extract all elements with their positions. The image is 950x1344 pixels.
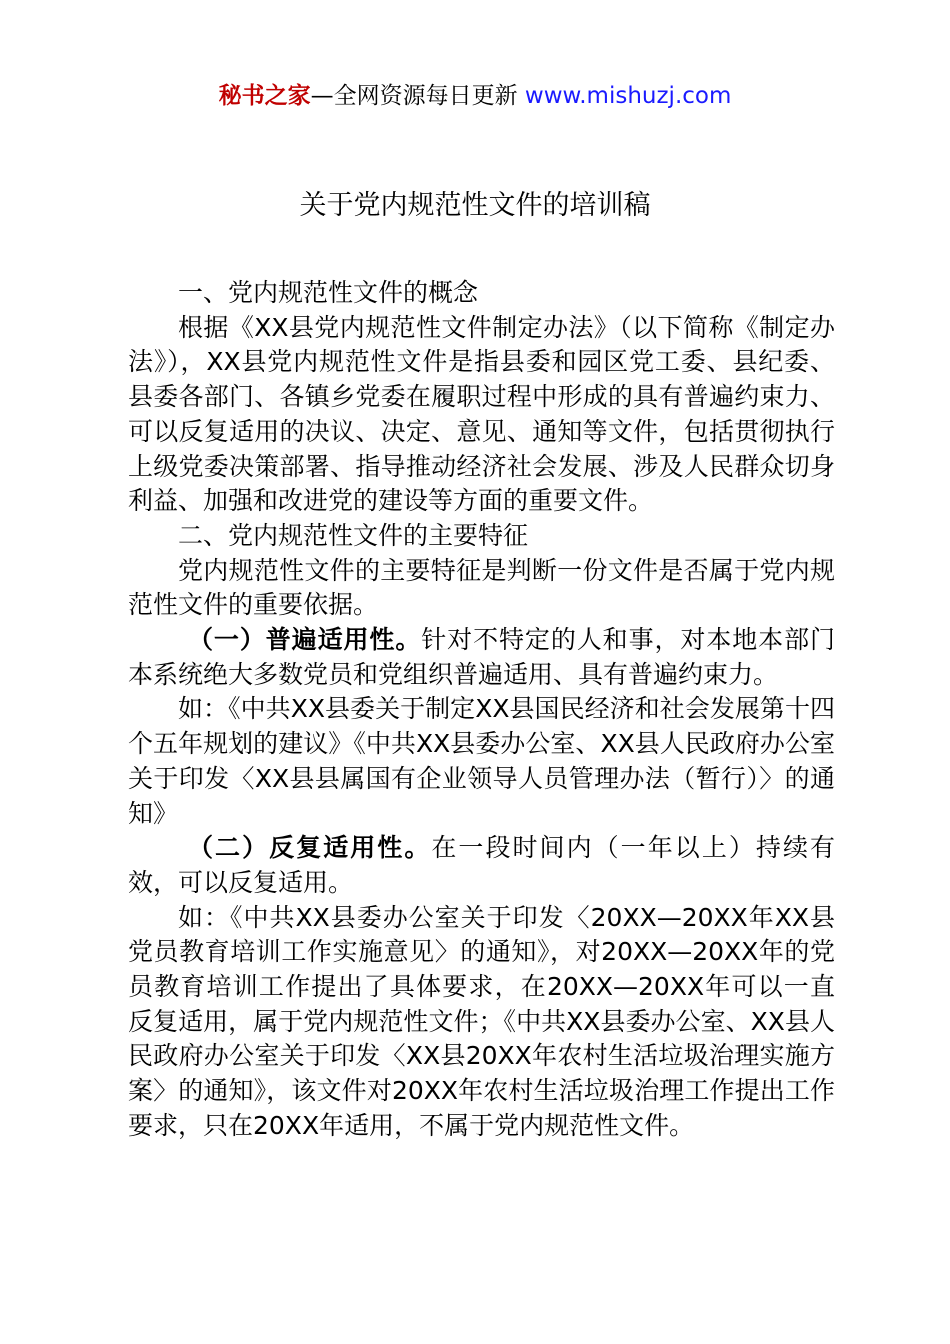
site-url-link[interactable]: www.mishuzj.com [524, 83, 732, 109]
site-brand: 秘书之家 [218, 83, 311, 109]
section2-intro-paragraph: 党内规范性文件的主要特征是判断一份文件是否属于党内规范性文件的重要依据。 [128, 555, 835, 620]
section1-paragraph: 根据《XX县党内规范性文件制定办法》（以下简称《制定办法》），XX县党内规范性文件是指县委和园区党工委、县纪委、县委各部门、各镇乡党委在履职过程中形成的具有普遍约束力、可以反复适用的决议、决定、意见、通知等文件，包括贯彻执行上级党委决策部署、指导推动经济社会发展、涉及人民群众切身利益、加强和改进党的建设等方面的重要文件。 [128, 312, 835, 516]
document-body [128, 276, 835, 1144]
document-title: 关于党内规范性文件的培训稿 [299, 190, 651, 221]
feature2-example-paragraph: 如：《中共XX县委办公室关于印发〈20XX—20XX年XX县党员教育培训工作实施意见〉的通知》，对20XX—20XX年的党员教育培训工作提出了具体要求，在20XX—20XX年可以一直反复适用，属于党内规范性文件；《中共XX县委办公室、XX县人民政府办公室关于印发〈XX县20XX年农村生活垃圾治理实施方案〉的通知》，该文件对20XX年农村生活垃圾治理工作提出工作要求，只在20XX年适用，不属于党内规范性文件。 [128, 902, 835, 1140]
feature2-label: （二）反复适用性。 [188, 833, 432, 863]
site-tagline: —全网资源每日更新 [310, 83, 525, 109]
feature1-example-paragraph: 如：《中共XX县委关于制定XX县国民经济和社会发展第十四个五年规划的建议》《中共XX县委办公室、XX县人民政府办公室关于印发〈XX县县属国有企业领导人员管理办法（暂行）〉的通知》 [128, 694, 835, 828]
feature2-paragraph [128, 831, 835, 900]
site-header [0, 80, 950, 112]
section2-heading: 二、党内规范性文件的主要特征 [178, 520, 529, 550]
section1-heading: 一、党内规范性文件的概念 [178, 278, 479, 307]
feature1-text: 针对不特定的人和事，对本地本部门本系统绝大多数党员和党组织普遍适用、具有普遍约束力。 [128, 625, 835, 689]
feature1-paragraph [128, 623, 835, 692]
feature2-text: 在一段时间内（一年以上）持续有效，可以反复适用。 [128, 833, 835, 897]
feature1-label: （一）普遍适用性。 [188, 625, 422, 655]
